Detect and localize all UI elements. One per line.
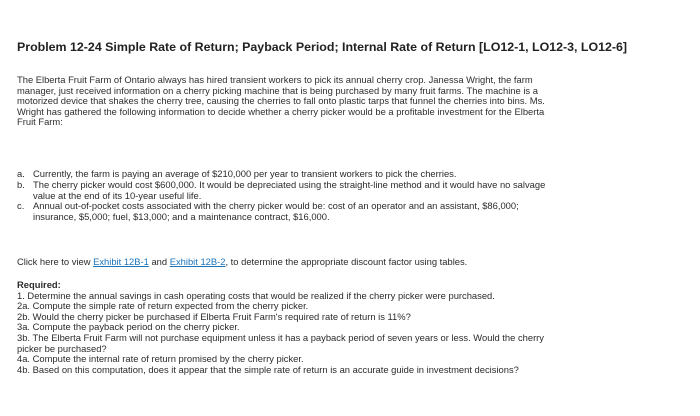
problem-intro <box>17 75 687 128</box>
click-prefix: Click here to view <box>17 256 94 267</box>
required-heading: Required: <box>17 279 61 290</box>
intro-line: Fruit Farm: <box>17 116 63 128</box>
exhibit-12b-1-link[interactable]: Exhibit 12B-1 <box>93 256 149 267</box>
fact-item-b <box>17 180 689 202</box>
required-line: 2b. Would the cherry picker be purchased if Elberta Fruit Farm's required rate of return is 11%? <box>17 310 411 322</box>
click-suffix: , to determine the appropriate discount factor using tables. <box>225 256 468 267</box>
exhibit-12b-2-link[interactable]: Exhibit 12B-2 <box>169 256 226 267</box>
problem-title: Problem 12-24 Simple Rate of Return; Payback Period; Internal Rate of Return [LO12-1, LO12-3, LO12-6] <box>17 40 628 54</box>
required-line: 1. Determine the annual savings in cash operating costs that would be realized if the cherry picker were purchased. <box>17 289 495 301</box>
click-middle: and <box>148 256 170 267</box>
fact-text: Currently, the farm is paying an average of $210,000 per year to transient workers to pick the cherries. <box>33 168 457 179</box>
intro-line: Wright has gathered the following information to decide whether a cherry picker would be a profitable investment for the Elberta <box>17 105 545 117</box>
fact-text: The cherry picker would cost $600,000. It would be depreciated using the straight-line method and it would have no salvage <box>33 178 546 190</box>
facts-list <box>17 169 689 223</box>
required-line: picker be purchased? <box>17 342 107 354</box>
fact-marker: b. <box>17 178 25 190</box>
intro-line: manager, just received information on a cherry picking machine that is being purchased by many fruit farms. The machine is a <box>17 84 538 96</box>
required-line: 2a. Compute the simple rate of return expected from the cherry picker. <box>17 300 309 312</box>
intro-line: motorized device that shakes the cherry tree, causing the cherries to fall onto plastic tarps that funnel the cherries into bins. Ms. <box>17 95 545 107</box>
required-section <box>17 280 689 375</box>
required-line: 4b. Based on this computation, does it appear that the simple rate of return is an accurate guide in investment decisions? <box>17 363 519 375</box>
fact-text: insurance, $5,000; fuel, $13,000; and a maintenance contract, $16,000. <box>33 211 330 223</box>
fact-item-c <box>17 201 689 223</box>
required-line: 3b. The Elberta Fruit Farm will not purchase equipment unless it has a payback period of seven years or less. Would the cherry <box>17 331 544 343</box>
fact-text: value at the end of its 10-year useful life. <box>33 189 202 201</box>
fact-text: Annual out-of-pocket costs associated with the cherry picker would be: cost of an operator and an assistant, $86,000; <box>33 200 519 212</box>
fact-marker: c. <box>17 200 25 212</box>
required-line: 4a. Compute the internal rate of return promised by the cherry picker. <box>17 353 304 365</box>
fact-marker: a. <box>17 168 25 179</box>
required-line: 3a. Compute the payback period on the cherry picker. <box>17 321 240 333</box>
exhibit-instructions <box>17 256 467 267</box>
intro-line: The Elberta Fruit Farm of Ontario always has hired transient workers to pick its annual cherry crop. Janessa Wright, the farm <box>17 74 533 85</box>
